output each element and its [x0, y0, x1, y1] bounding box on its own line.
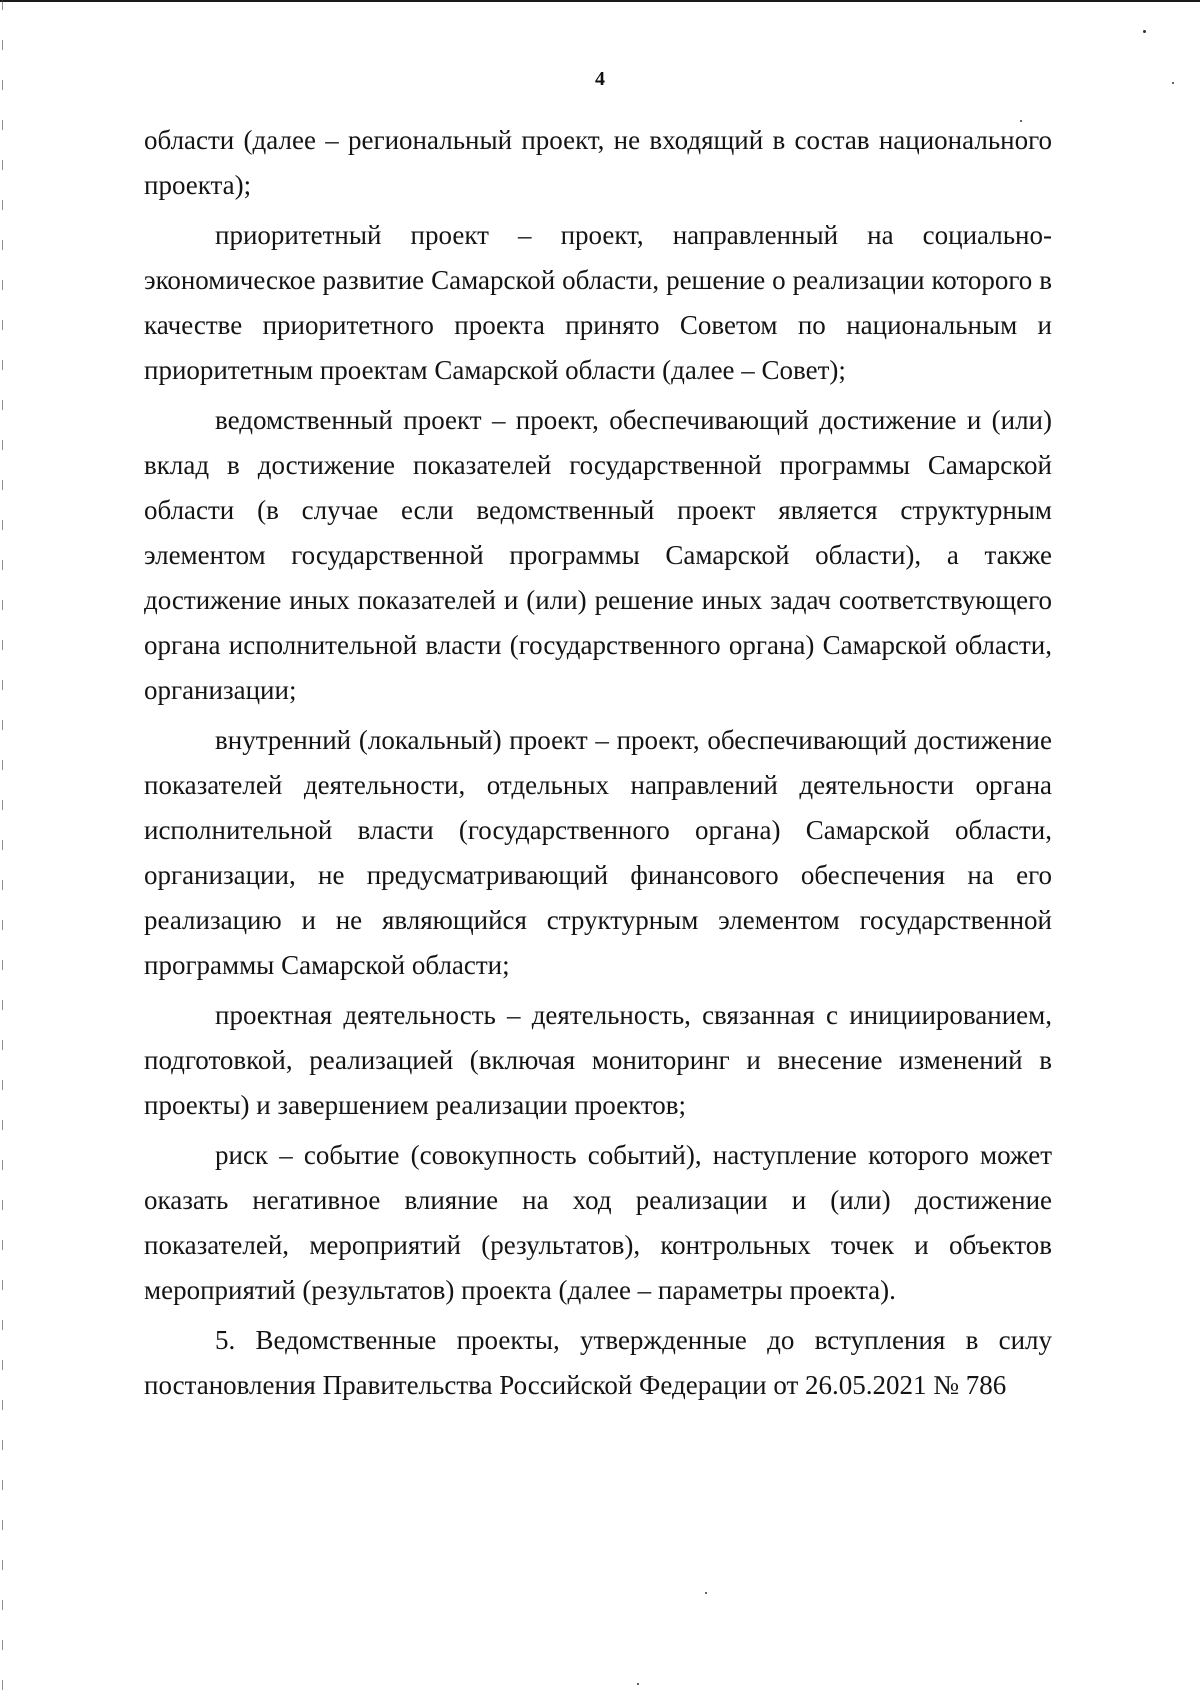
paragraph-departmental-project: ведомственный проект – проект, обеспечивающий достижение и (или) вклад в достижение показателей государственной программы Самарской области (в случае если ведомственный проект является структурным элементом государственной программы Самарской области), а также достижение иных показателей и (или) решение иных задач соответствующего органа исполнительной власти (государственного органа) Самарской области, организации;: [144, 405, 1052, 705]
paragraph-regional-project-end: области (далее – региональный проект, не входящий в состав национального проекта);: [144, 125, 1052, 200]
scan-top-edge: [0, 0, 1200, 2]
paragraph-internal-project: внутренний (локальный) проект – проект, обеспечивающий достижение показателей деятельности, отдельных направлений деятельности органа исполнительной власти (государственного органа) Самарской области, организации, не предусматривающий финансового обеспечения на его реализацию и не являющийся структурным элементом государственной программы Самарской области;: [144, 725, 1052, 980]
paragraph-item-5: 5. Ведомственные проекты, утвержденные до вступления в силу постановления Правительства Российской Федерации от 26.05.2021 № 786: [144, 1325, 1052, 1400]
paragraph-risk: риск – событие (совокупность событий), наступление которого может оказать негативное влияние на ход реализации и (или) достижение показателей, мероприятий (результатов), контрольных точек и объектов мероприятий (результатов) проекта (далее – параметры проекта).: [144, 1140, 1052, 1305]
scan-speck: [705, 1592, 707, 1594]
scan-left-edge: [2, 0, 3, 1697]
page-number: 4: [595, 68, 605, 90]
paragraph-project-activity: проектная деятельность – деятельность, связанная с инициированием, подготовкой, реализацией (включая мониторинг и внесение изменений в проекты) и завершением реализации проектов;: [144, 1000, 1052, 1120]
paragraph-priority-project: приоритетный проект – проект, направленный на социально-экономическое развитие Самарской области, решение о реализации которого в качестве приоритетного проекта принято Советом по национальным и приоритетным проектам Самарской области (далее – Совет);: [144, 220, 1052, 385]
scan-speck: [637, 1683, 639, 1685]
scan-speck: [1143, 30, 1146, 33]
document-body: [144, 118, 1052, 1408]
